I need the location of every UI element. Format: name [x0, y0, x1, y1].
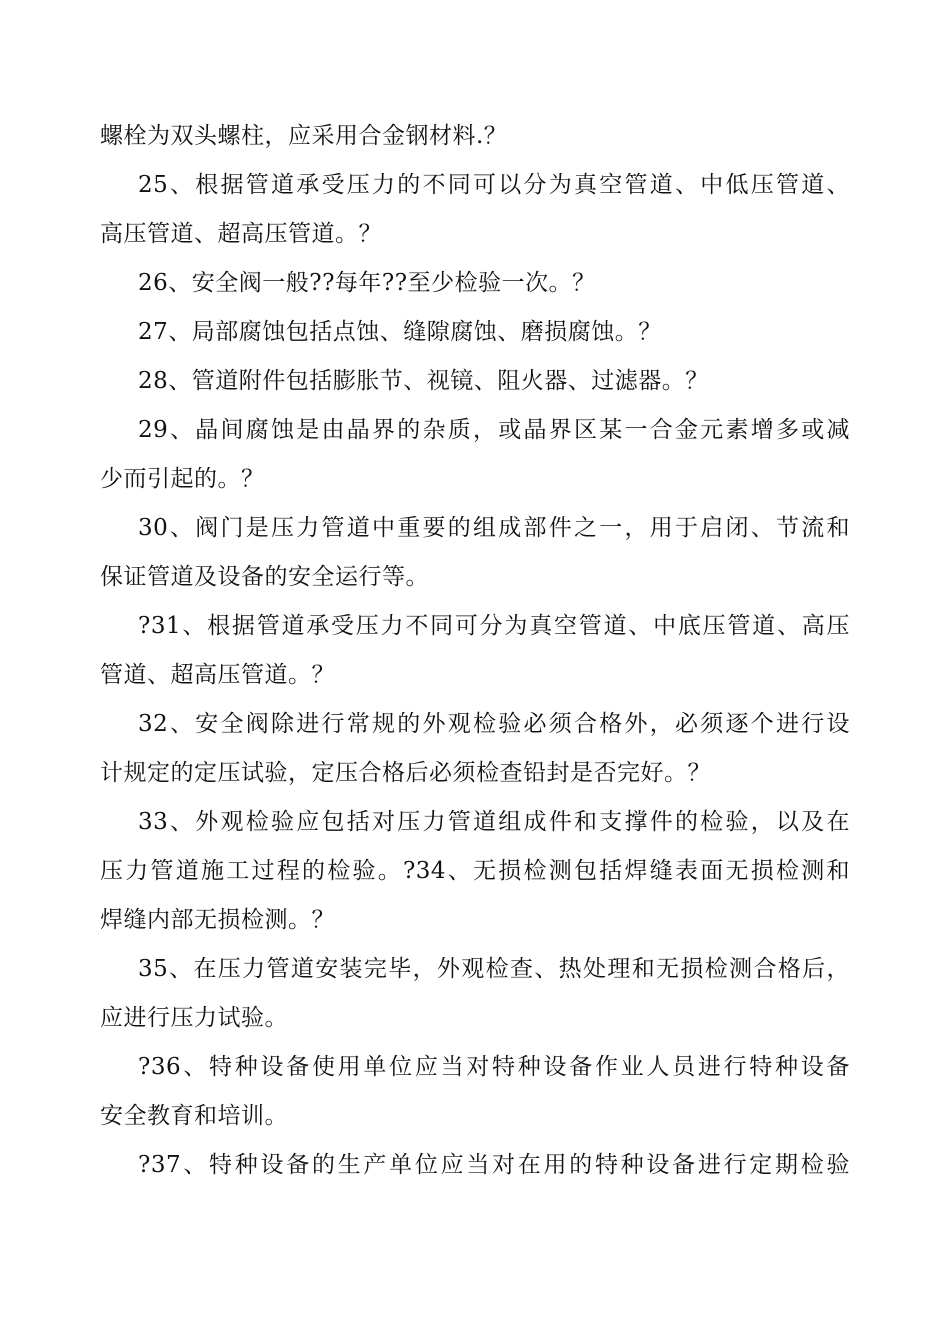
text-line: 28、管道附件包括膨胀节、视镜、阻火器、过滤器。？ — [138, 368, 709, 394]
text-line: ?36、特种设备使用单位应当对特种设备作业人员进行特种设备 — [138, 1054, 850, 1080]
text-line: 保证管道及设备的安全运行等。 — [100, 564, 429, 590]
text-line: 少而引起的。？ — [100, 466, 265, 492]
text-line: 安全教育和培训。 — [100, 1103, 288, 1129]
text-line: 计规定的定压试验，定压合格后必须检查铅封是否完好。？ — [100, 760, 711, 786]
text-line: ?37、特种设备的生产单位应当对在用的特种设备进行定期检验 — [138, 1152, 850, 1178]
text-line: 焊缝内部无损检测。？ — [100, 907, 335, 933]
text-line: 26、安全阀一般??每年??至少检验一次。？ — [138, 270, 596, 296]
text-line: 25、根据管道承受压力的不同可以分为真空管道、中低压管道、 — [138, 172, 850, 198]
text-line: 27、局部腐蚀包括点蚀、缝隙腐蚀、磨损腐蚀。？ — [138, 319, 662, 345]
text-line: 33、外观检验应包括对压力管道组成件和支撑件的检验，以及在 — [138, 809, 850, 835]
text-line: 32、安全阀除进行常规的外观检验必须合格外，必须逐个进行设 — [138, 711, 850, 737]
text-line: ?31、根据管道承受压力不同可分为真空管道、中底压管道、高压 — [138, 613, 850, 639]
text-line: 35、在压力管道安装完毕，外观检查、热处理和无损检测合格后， — [138, 956, 850, 982]
text-line: 29、晶间腐蚀是由晶界的杂质，或晶界区某一合金元素增多或减 — [138, 417, 850, 443]
document-body — [100, 112, 850, 1190]
text-line: 螺栓为双头螺柱，应采用合金钢材料.？ — [100, 123, 508, 149]
text-line: 管道、超高压管道。？ — [100, 662, 335, 688]
text-line: 30、阀门是压力管道中重要的组成部件之一，用于启闭、节流和 — [138, 515, 850, 541]
text-line: 压力管道施工过程的检验。?34、无损检测包括焊缝表面无损检测和 — [100, 858, 850, 884]
text-line: 高压管道、超高压管道。？ — [100, 221, 382, 247]
text-line: 应进行压力试验。 — [100, 1005, 288, 1031]
